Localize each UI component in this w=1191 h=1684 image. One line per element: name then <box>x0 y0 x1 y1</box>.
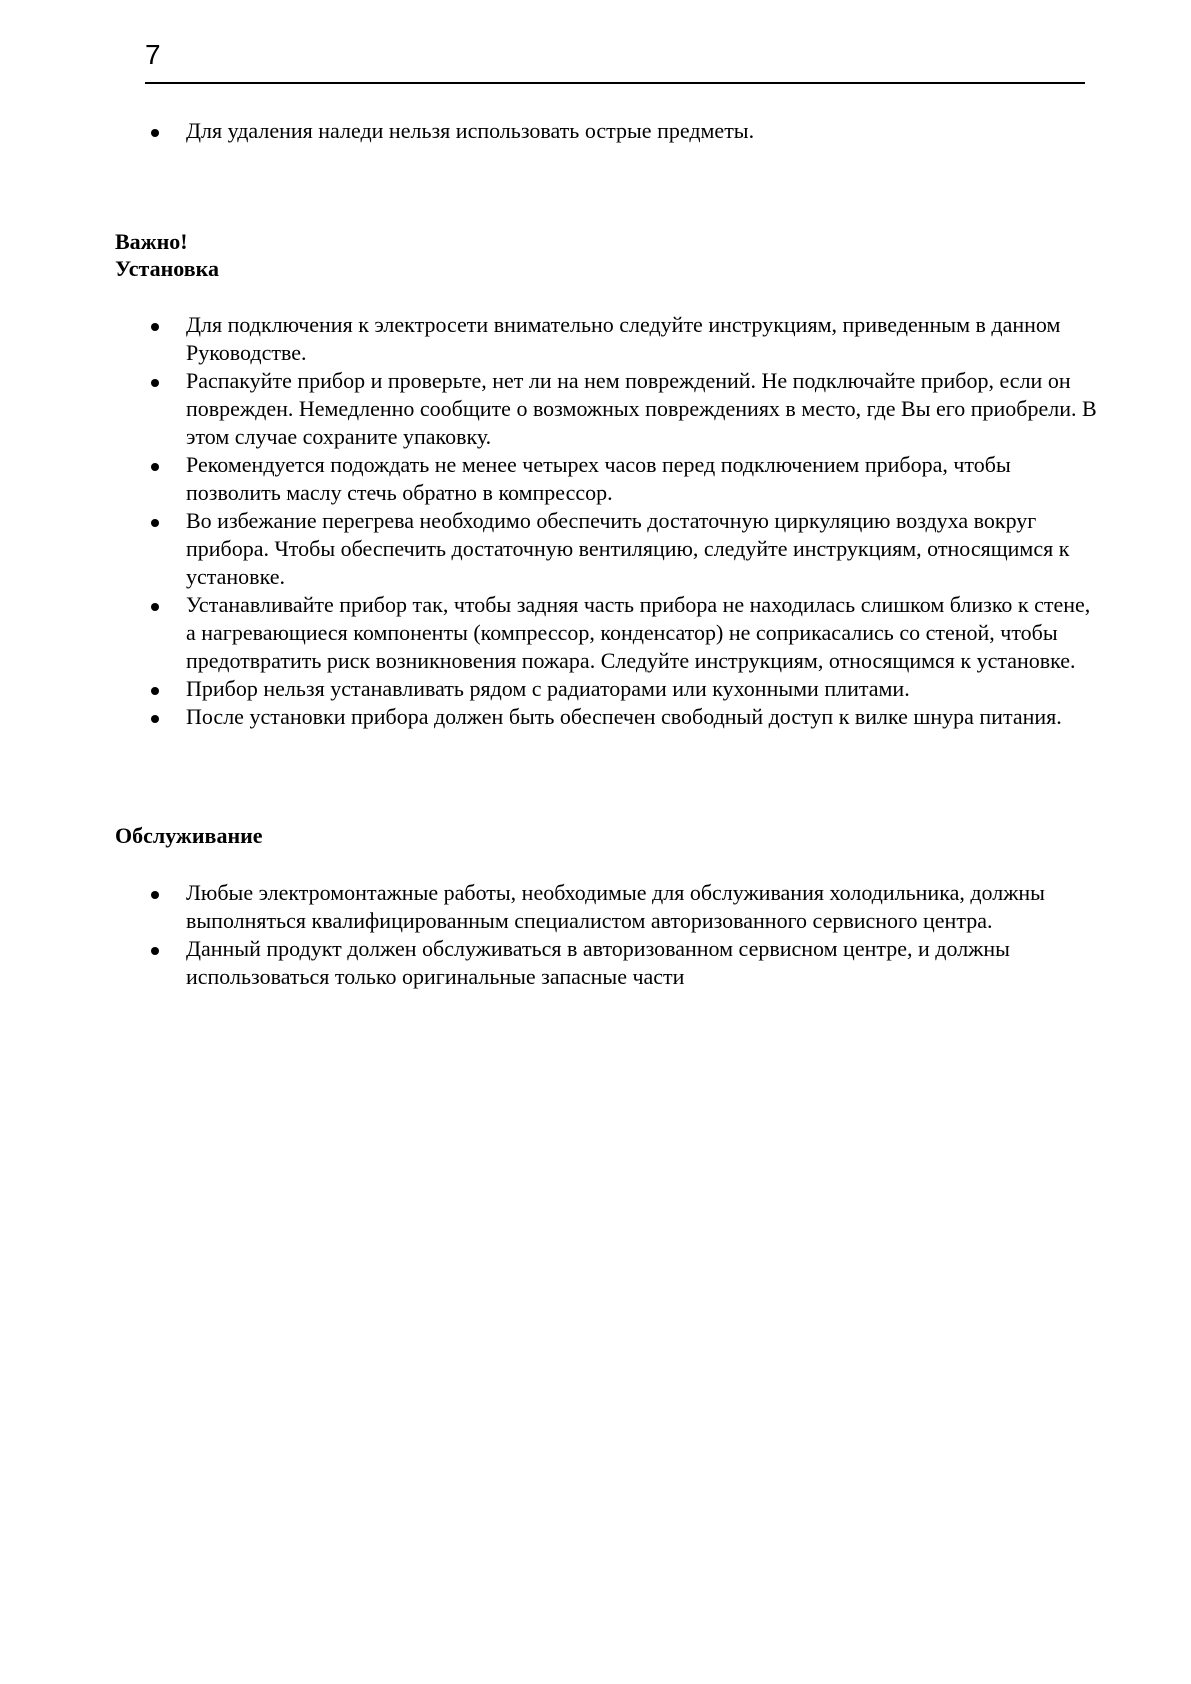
list-item-text: Прибор нельзя устанавливать рядом с радиаторами или кухонными плитами. <box>186 676 910 701</box>
list-item-text: Для подключения к электросети внимательно следуйте инструкциям, приведенным в данном Руководстве. <box>186 312 1061 365</box>
bullet-icon <box>151 519 159 527</box>
list-item <box>0 935 1191 991</box>
list-item-text: Для удаления наледи нельзя использовать острые предметы. <box>186 118 755 143</box>
bullet-icon <box>151 715 159 723</box>
list-item-text: Устанавливайте прибор так, чтобы задняя часть прибора не находилась слишком близко к стене, а нагревающиеся компоненты (компрессор, конденсатор) не соприкасались со стеной, чтобы предотвратить риск возникновения пожара. Следуйте инструкциям, относящимся к установке. <box>186 592 1091 673</box>
list-item <box>0 451 1191 507</box>
installation-bullet-list <box>0 311 1191 731</box>
list-item <box>0 591 1191 675</box>
bullet-icon <box>151 603 159 611</box>
list-item <box>0 367 1191 451</box>
bullet-icon <box>151 947 159 955</box>
list-item-text: Рекомендуется подождать не менее четырех часов перед подключением прибора, чтобы позволить маслу стечь обратно в компрессор. <box>186 452 1011 505</box>
service-heading: Обслуживание <box>115 823 263 848</box>
bullet-icon <box>151 129 159 137</box>
list-item <box>0 507 1191 591</box>
important-heading: Важно! <box>115 229 188 254</box>
list-item-text: Любые электромонтажные работы, необходимые для обслуживания холодильника, должны выполняться квалифицированным специалистом авторизованного сервисного центра. <box>186 880 1045 933</box>
header-rule <box>145 82 1085 84</box>
installation-heading: Установка <box>115 256 219 281</box>
list-item-text: Распакуйте прибор и проверьте, нет ли на нем повреждений. Не подключайте прибор, если он поврежден. Немедленно сообщите о возможных повреждениях в место, где Вы его приобрели. В этом случае сохраните упаковку. <box>186 368 1097 449</box>
list-item <box>0 117 1191 145</box>
top-bullet-list <box>0 117 1191 145</box>
bullet-icon <box>151 687 159 695</box>
list-item <box>0 879 1191 935</box>
bullet-icon <box>151 891 159 899</box>
service-bullet-list <box>0 879 1191 991</box>
list-item-text: Во избежание перегрева необходимо обеспечить достаточную циркуляцию воздуха вокруг прибора. Чтобы обеспечить достаточную вентиляцию, следуйте инструкциям, относящимся к установке. <box>186 508 1070 589</box>
bullet-icon <box>151 463 159 471</box>
list-item-text: Данный продукт должен обслуживаться в авторизованном сервисном центре, и должны использоваться только оригинальные запасные части <box>186 936 1010 989</box>
list-item <box>0 675 1191 703</box>
bullet-icon <box>151 379 159 387</box>
list-item <box>0 311 1191 367</box>
list-item-text: После установки прибора должен быть обеспечен свободный доступ к вилке шнура питания. <box>186 704 1062 729</box>
list-item <box>0 703 1191 731</box>
bullet-icon <box>151 323 159 331</box>
page-number: 7 <box>145 39 161 70</box>
